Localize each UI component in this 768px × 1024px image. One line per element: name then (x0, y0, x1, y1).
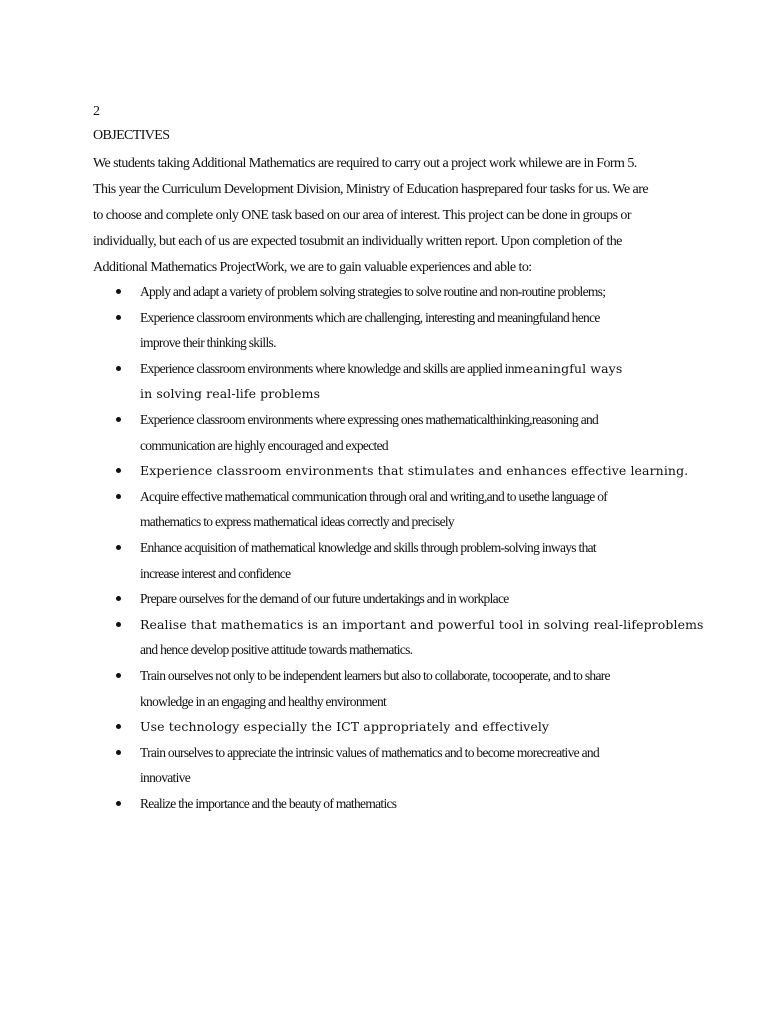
bullet-icon (116, 417, 121, 422)
list-item-text: Experience classroom environments which are challenging, interesting and meaningfuland hence (140, 309, 600, 325)
objectives-list (93, 279, 704, 816)
bullet-icon (116, 673, 121, 678)
list-item-text: Apply and adapt a variety of problem solving strategies to solve routine and non-routine problems; (140, 284, 606, 299)
bullet-icon (116, 801, 121, 806)
list-item (93, 535, 683, 586)
list-item (93, 663, 683, 714)
list-item (93, 407, 683, 458)
list-item (93, 458, 689, 484)
list-item (93, 279, 683, 305)
intro-line: We students taking Additional Mathematics are required to carry out a project work whilewe are in Form 5. (93, 156, 637, 171)
list-item-text: Experience classroom environments where knowledge and skills are applied in (140, 360, 514, 376)
bullet-icon (116, 750, 121, 755)
list-item-text: Enhance acquisition of mathematical knowledge and skills through problem-solving inways that (140, 539, 596, 555)
list-item-text: Experience classroom environments that stimulates and enhances effective learning. (140, 463, 689, 479)
page-number: 2 (93, 104, 100, 119)
list-item (93, 586, 683, 612)
list-item (93, 356, 683, 407)
list-item (93, 740, 683, 791)
list-item (93, 484, 683, 535)
intro-line: Additional Mathematics ProjectWork, we are to gain valuable experiences and able to: (93, 260, 532, 275)
list-item-text-tail: meaningful ways (513, 360, 623, 376)
list-item-text: Train ourselves to appreciate the intrinsic values of mathematics and to become morecreative and (140, 744, 599, 760)
intro-line: This year the Curriculum Development Division, Ministry of Education hasprepared four tasks for us. We are (93, 182, 648, 197)
bullet-icon (116, 545, 121, 550)
list-item (93, 791, 683, 817)
bullet-icon (116, 494, 121, 499)
list-item-text: increase interest and confidence (140, 565, 291, 581)
bullet-icon (116, 622, 121, 627)
list-item-text: mathematics to express mathematical ideas correctly and precisely (140, 514, 454, 530)
list-item-text: Realise that mathematics is an important and powerful tool in solving real-lifeproblems (140, 616, 704, 632)
list-item-text: Acquire effective mathematical communication through oral and writing,and to usethe language of (140, 488, 608, 504)
intro-line: to choose and complete only ONE task based on our area of interest. This project can be done in groups or (93, 208, 631, 223)
list-item-text: communication are highly encouraged and expected (140, 437, 388, 453)
intro-paragraph (93, 151, 673, 281)
list-item-text: knowledge in an engaging and healthy environment (140, 693, 387, 709)
bullet-icon (116, 289, 121, 294)
list-item-text: innovative (140, 770, 190, 786)
list-item (93, 305, 683, 356)
section-heading: OBJECTIVES (93, 128, 170, 143)
bullet-icon (116, 366, 121, 371)
intro-line: individually, but each of us are expected tosubmit an individually written report. Upon completion of the (93, 234, 622, 249)
list-item-text: improve their thinking skills. (140, 335, 276, 351)
list-item-text: Train ourselves not only to be independent learners but also to collaborate, tocooperate, and to share (140, 667, 610, 683)
bullet-icon (116, 468, 121, 473)
list-item-text: in solving real-life problems (140, 386, 321, 402)
list-item-text: Prepare ourselves for the demand of our future undertakings and in workplace (140, 591, 509, 607)
list-item (93, 612, 704, 663)
list-item (93, 714, 683, 740)
bullet-icon (116, 596, 121, 601)
list-item-text: Use technology especially the ICT appropriately and effectively (140, 719, 550, 735)
bullet-icon (116, 315, 121, 320)
list-item-text-line (140, 356, 683, 382)
list-item-text: Realize the importance and the beauty of mathematics (140, 795, 397, 811)
list-item-text: and hence develop positive attitude towards mathematics. (140, 642, 413, 658)
bullet-icon (116, 724, 121, 729)
list-item-text: Experience classroom environments where expressing ones mathematicalthinking,reasoning and (140, 411, 599, 427)
